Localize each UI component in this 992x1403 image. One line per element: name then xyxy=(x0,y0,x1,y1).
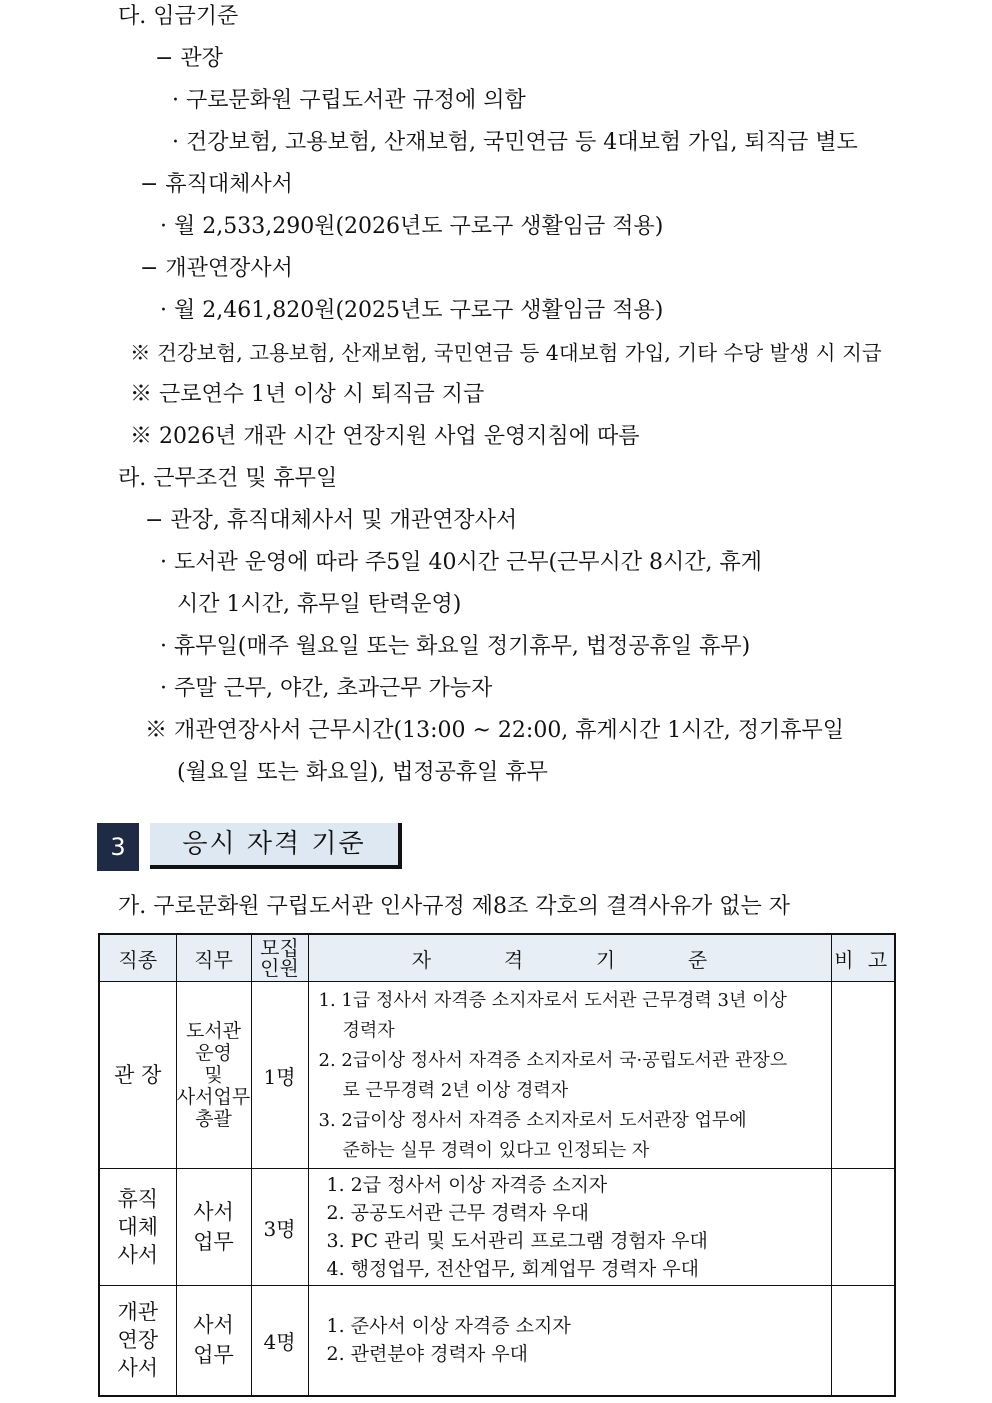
table-row xyxy=(99,1169,895,1286)
count-director: 1명 xyxy=(251,982,308,1169)
director-label: − 관장 xyxy=(155,46,223,71)
duty-extended-librarian: 사서 업무 xyxy=(176,1286,251,1396)
count-extended-librarian: 4명 xyxy=(251,1286,308,1396)
job-leave-librarian: 휴직 대체 사서 xyxy=(99,1169,176,1286)
leave-librarian-wage: · 월 2,533,290원(2026년도 구로구 생활임금 적용) xyxy=(160,214,664,239)
header-duty: 직무 xyxy=(176,934,251,982)
count-leave-librarian: 3명 xyxy=(251,1169,308,1286)
note-leave-librarian xyxy=(831,1169,895,1286)
job-extended-librarian: 개관 연장 사서 xyxy=(99,1286,176,1396)
criteria-leave-librarian: 1. 2급 정사서 이상 자격증 소지자 2. 공공도서관 근무 경력자 우대 3. PC 관리 및 도서관리 프로그램 경험자 우대 4. 행정업무, 전산업무, 회계업무 경력자 우대 xyxy=(308,1169,831,1286)
header-count: 모집 인원 xyxy=(251,934,308,982)
note-director xyxy=(831,982,895,1169)
wage-note: ※ 2026년 개관 시간 연장지원 사업 운영지침에 따름 xyxy=(130,424,640,449)
duty-director: 도서관 운영 및 사서업무 총괄 xyxy=(176,982,251,1169)
work-item: · 주말 근무, 야간, 초과근무 가능자 xyxy=(160,676,493,701)
work-item-continued: 시간 1시간, 휴무일 탄력운영) xyxy=(177,592,462,617)
work-heading: 라. 근무조건 및 휴무일 xyxy=(118,466,338,491)
work-item: · 도서관 운영에 따라 주5일 40시간 근무(근무시간 8시간, 휴게 xyxy=(160,550,763,575)
wage-note: ※ 근로연수 1년 이상 시 퇴직금 지급 xyxy=(130,382,485,407)
table-row xyxy=(99,1286,895,1396)
leave-librarian-label: − 휴직대체사서 xyxy=(140,172,293,197)
extended-librarian-wage: · 월 2,461,820원(2025년도 구로구 생활임금 적용) xyxy=(160,298,664,323)
qualification-table xyxy=(98,933,896,1397)
table-header-row xyxy=(99,934,895,982)
work-item: · 휴무일(매주 월요일 또는 화요일 정기휴무, 법정공휴일 휴무) xyxy=(160,634,751,659)
criteria-director: 1. 1급 정사서 자격증 소지자로서 도서관 근무경력 3년 이상 경력자 2. 2급이상 정사서 자격증 소지자로서 국·공립도서관 관장으 로 근무경력 2년 이상 경력자 3. 2급이상 정사서 자격증 소지자로서 도서관장 업무에 준하는 실무 경력이 있다고 인정되는 자 xyxy=(308,982,831,1169)
job-director: 관 장 xyxy=(99,982,176,1169)
extended-librarian-label: − 개관연장사서 xyxy=(140,256,293,281)
header-criteria: 자 격 기 준 xyxy=(308,934,831,982)
wage-note: ※ 건강보험, 고용보험, 산재보험, 국민연금 등 4대보험 가입, 기타 수당 발생 시 지급 xyxy=(130,341,882,365)
table-row xyxy=(99,982,895,1169)
work-label: − 관장, 휴직대체사서 및 개관연장사서 xyxy=(145,508,518,533)
work-note: ※ 개관연장사서 근무시간(13:00 ~ 22:00, 휴게시간 1시간, 정기휴무일 xyxy=(145,718,845,743)
wage-heading: 다. 임금기준 xyxy=(118,4,239,29)
director-wage-item: · 구로문화원 구립도서관 규정에 의함 xyxy=(172,88,526,113)
header-note: 비 고 xyxy=(831,934,895,982)
work-note-continued: (월요일 또는 화요일), 법정공휴일 휴무 xyxy=(177,760,548,785)
section-number: 3 xyxy=(97,823,139,871)
note-extended-librarian xyxy=(831,1286,895,1396)
section-title: 응시 자격 기준 xyxy=(150,823,402,869)
director-wage-item: · 건강보험, 고용보험, 산재보험, 국민연금 등 4대보험 가입, 퇴직금 별도 xyxy=(172,130,858,155)
header-job: 직종 xyxy=(99,934,176,982)
criteria-extended-librarian: 1. 준사서 이상 자격증 소지자 2. 관련분야 경력자 우대 xyxy=(308,1286,831,1396)
duty-leave-librarian: 사서 업무 xyxy=(176,1169,251,1286)
section-3-subheading: 가. 구로문화원 구립도서관 인사규정 제8조 각호의 결격사유가 없는 자 xyxy=(118,894,790,919)
